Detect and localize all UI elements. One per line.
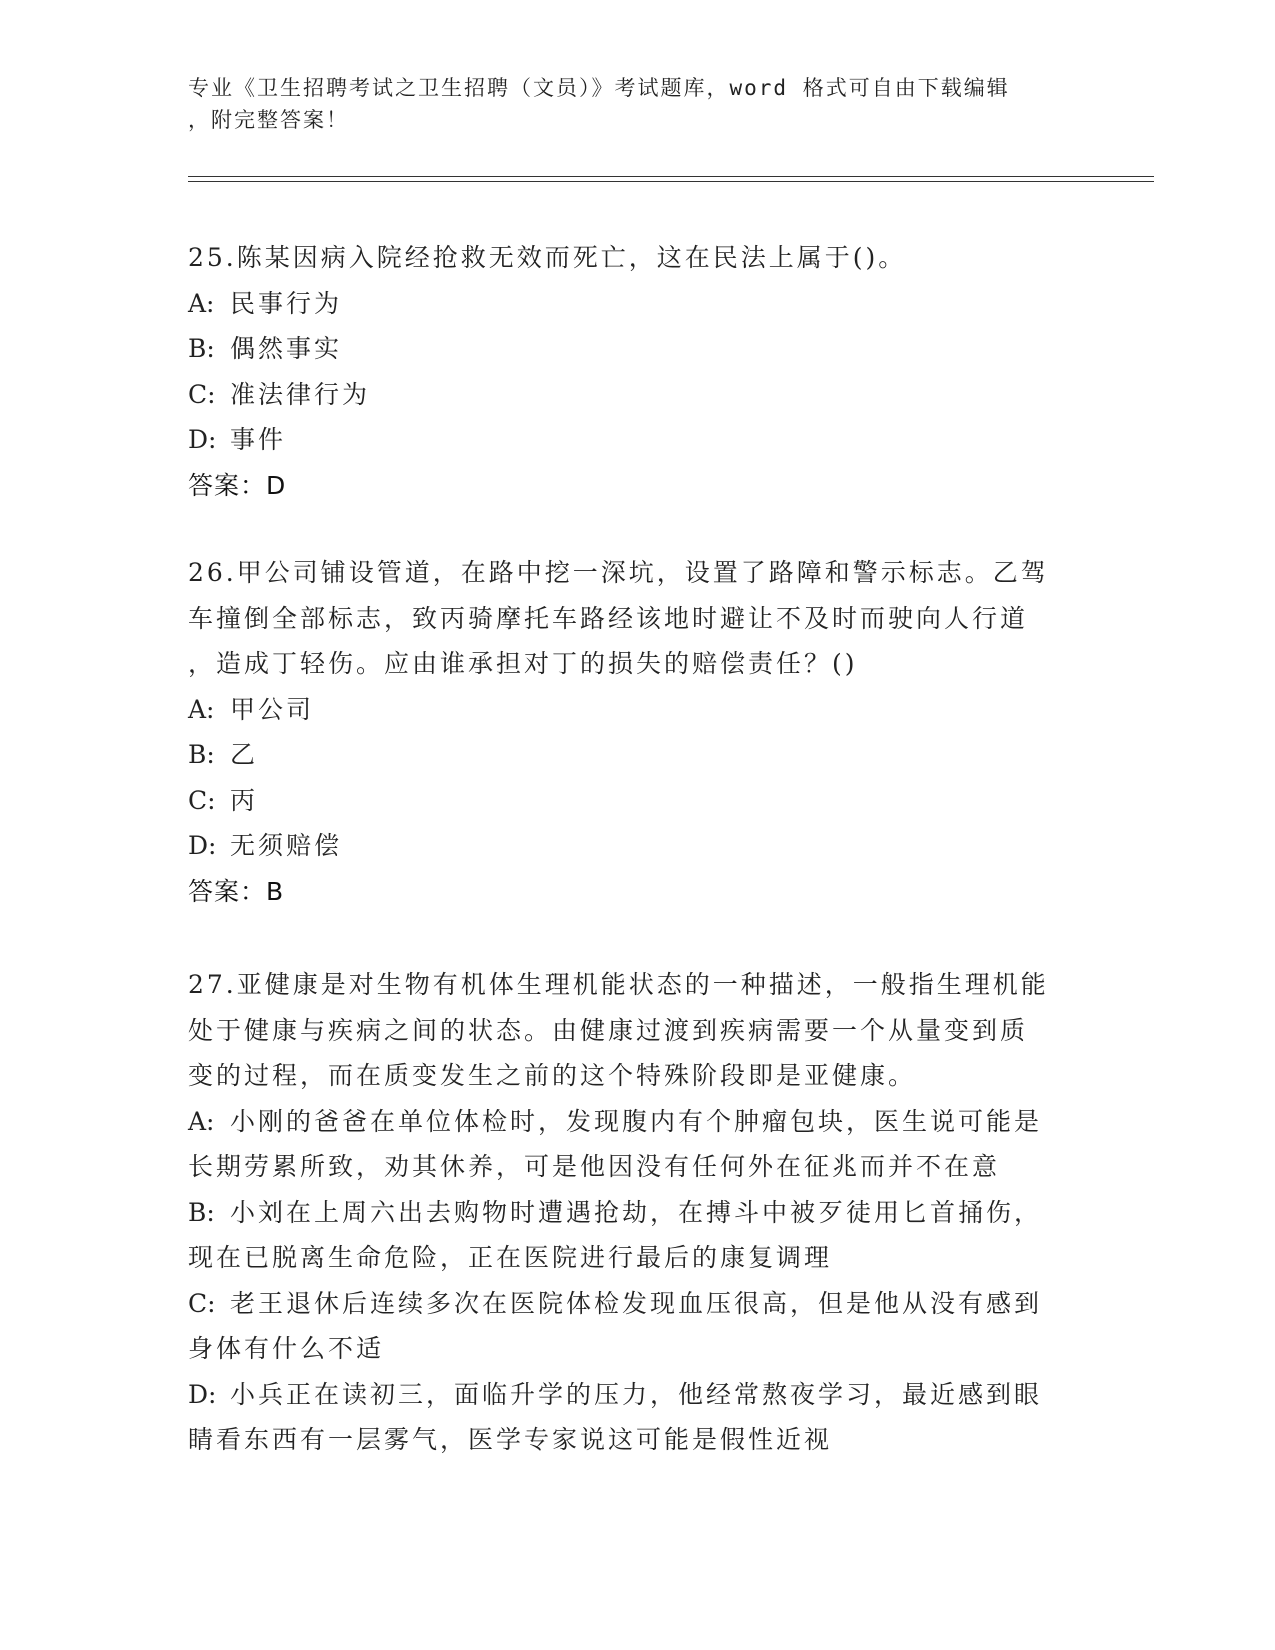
- option-text: 无须赔偿: [230, 831, 343, 860]
- option-b: [188, 732, 1088, 778]
- document-header: [188, 72, 1088, 136]
- question-stem: 处于健康与疾病之间的状态。由健康过渡到疾病需要一个从量变到质: [188, 1015, 1029, 1045]
- option-a: [188, 687, 1088, 733]
- option-text: 甲公司: [230, 694, 315, 724]
- option-label: A:: [188, 694, 215, 724]
- answer-text: 答案：B: [188, 876, 285, 906]
- option-label: C:: [188, 785, 216, 815]
- header-divider-top: [188, 176, 1154, 177]
- header-divider-bottom: [188, 181, 1154, 182]
- option-text: 小刘在上周六出去购物时遭遇抢劫，在搏斗中被歹徒用匕首捅伤，: [230, 1197, 1043, 1227]
- option-text: 乙: [230, 740, 259, 769]
- option-text: 准法律行为: [230, 379, 371, 409]
- header-line-1: 专业《卫生招聘考试之卫生招聘（文员）》考试题库，word 格式可自由下载编辑: [188, 76, 1010, 100]
- question-stem: 25.陈某因病入院经抢救无效而死亡，这在民法上属于()。: [188, 243, 907, 272]
- option-label: C:: [188, 1288, 216, 1318]
- option-d: [188, 417, 1088, 463]
- answer-text: 答案：D: [188, 470, 287, 500]
- option-text: 老王退休后连续多次在医院体检发现血压很高，但是他从没有感到: [230, 1288, 1043, 1318]
- option-label: D:: [188, 1379, 217, 1409]
- question-27: [188, 962, 1088, 1463]
- option-a-continued: 长期劳累所致，劝其休养，可是他因没有任何外在征兆而并不在意: [188, 1152, 1001, 1181]
- option-text: 丙: [230, 785, 259, 815]
- question-stem: 26.甲公司铺设管道，在路中挖一深坑，设置了路障和警示标志。乙驾: [188, 558, 1049, 587]
- option-text: 偶然事实: [230, 334, 343, 363]
- question-stem: ，造成丁轻伤。应由谁承担对丁的损失的赔偿责任？(): [188, 649, 858, 678]
- option-a: [188, 1099, 1088, 1145]
- header-line-2: ，附完整答案！: [188, 108, 349, 132]
- option-label: C:: [188, 379, 216, 409]
- option-c: [188, 778, 1088, 824]
- option-c: [188, 1281, 1088, 1327]
- question-stem: 变的过程，而在质变发生之前的这个特殊阶段即是亚健康。: [188, 1061, 917, 1090]
- question-25: [188, 235, 1088, 508]
- option-label: B:: [188, 740, 215, 769]
- option-c: [188, 372, 1088, 418]
- option-text: 民事行为: [230, 288, 343, 318]
- option-b-continued: 现在已脱离生命危险，正在医院进行最后的康复调理: [188, 1243, 833, 1272]
- option-text: 事件: [230, 425, 287, 454]
- option-d-continued: 睛看东西有一层雾气，医学专家说这可能是假性近视: [188, 1425, 833, 1454]
- option-label: D:: [188, 425, 217, 454]
- option-label: B:: [188, 334, 215, 363]
- option-b: [188, 326, 1088, 372]
- question-26: [188, 550, 1088, 914]
- option-label: A:: [188, 1106, 215, 1136]
- option-label: B:: [188, 1197, 215, 1227]
- option-a: [188, 281, 1088, 327]
- option-text: 小刚的爸爸在单位体检时，发现腹内有个肿瘤包块，医生说可能是: [230, 1106, 1043, 1136]
- option-b: [188, 1190, 1088, 1236]
- option-c-continued: 身体有什么不适: [188, 1334, 385, 1363]
- question-stem: 车撞倒全部标志，致丙骑摩托车路经该地时避让不及时而驶向人行道: [188, 603, 1029, 633]
- option-text: 小兵正在读初三，面临升学的压力，他经常熬夜学习，最近感到眼: [230, 1379, 1043, 1409]
- option-d: [188, 1372, 1088, 1418]
- question-stem: 27.亚健康是对生物有机体生理机能状态的一种描述，一般指生理机能: [188, 970, 1049, 999]
- option-label: D:: [188, 831, 217, 860]
- option-label: A:: [188, 288, 215, 318]
- option-d: [188, 823, 1088, 869]
